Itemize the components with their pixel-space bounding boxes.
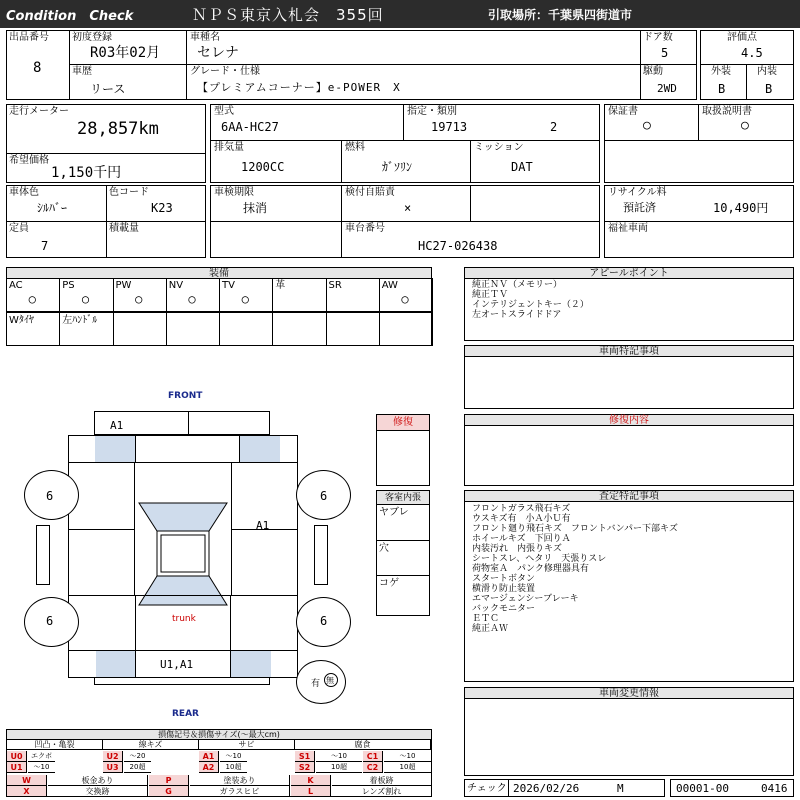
mileage-box	[6, 104, 206, 154]
serial-value-2: 0416	[761, 782, 788, 795]
legend-desc: エクボ	[28, 751, 55, 762]
check-label: チェック	[467, 783, 507, 794]
recycle-status: 預託済	[623, 201, 656, 214]
displacement-value: 1200CC	[241, 160, 285, 174]
legend-desc: 塗装あり	[190, 775, 290, 786]
history-label: 車歴	[72, 66, 92, 77]
price-label: 希望価格	[9, 155, 49, 166]
tire-rear-right-value: 6	[320, 614, 328, 628]
colorcode-value: K23	[151, 201, 173, 215]
registration-label: 初度登録	[72, 32, 112, 43]
trunk-label: trunk	[172, 614, 196, 624]
equipment-mark: ○	[135, 292, 143, 306]
windshield	[139, 503, 227, 531]
interior-item-2: 穴	[379, 543, 389, 554]
legend-code: C2	[363, 762, 383, 773]
doors-label: ドア数	[643, 32, 673, 43]
capacity-label: 定員	[9, 223, 29, 234]
model-box	[186, 30, 641, 65]
front-right-zone	[240, 436, 280, 462]
fuel-box	[341, 140, 471, 183]
left-door-split	[68, 529, 135, 530]
mileage-value: 28,857km	[77, 119, 159, 139]
selfcheck-empty-box	[470, 185, 600, 222]
header-bar	[0, 0, 800, 28]
rear-label: REAR	[172, 709, 199, 719]
tire-front-left-value: 6	[46, 489, 54, 503]
legend-desc: レンズ割れ	[332, 786, 432, 797]
equipment-label: NV	[168, 280, 184, 291]
displacement-label: 排気量	[214, 142, 244, 153]
rear-mark: U1,A1	[160, 658, 194, 671]
grade-box	[186, 64, 641, 100]
equipment-mark: ○	[28, 292, 36, 306]
displacement-box	[210, 140, 342, 183]
lot-box	[6, 30, 70, 100]
interior-div-1	[377, 540, 429, 541]
mileage-label: 走行メーター	[9, 106, 69, 117]
legend-code: U0	[7, 751, 27, 762]
color-label: 車体色	[9, 187, 39, 198]
legend-code: W	[7, 775, 47, 786]
equipment-mark: ○	[81, 292, 90, 306]
equipment-label-row2: 左ﾊﾝﾄﾞﾙ	[62, 315, 98, 326]
inspector-notes-lines	[472, 504, 678, 634]
manual-box	[698, 104, 794, 141]
equipment-label: AW	[381, 280, 398, 291]
inspector-note-line: 荷物室Ａ パンク修理器具有	[472, 564, 589, 574]
chassis-left-box	[210, 221, 342, 258]
equipment-cell	[166, 278, 220, 312]
legend-code: C1	[363, 751, 383, 762]
inspector-note-line: ＥＴＣ	[472, 614, 500, 624]
equipment-label-row2: Wﾀｲﾔ	[9, 315, 34, 326]
inspection-label: 車検期限	[214, 187, 254, 198]
legend-code: X	[7, 786, 47, 797]
front-bumper-mark: A1	[110, 419, 124, 432]
grade-label: グレード・仕様	[190, 66, 260, 77]
legend-desc: 交換跡	[48, 786, 148, 797]
legend-group: サビ	[199, 740, 295, 750]
model-label: 車種名	[190, 32, 220, 43]
special-notes-section	[464, 345, 794, 409]
left-side-panel	[36, 525, 50, 585]
doors-box	[640, 30, 697, 65]
appeal-title: アピールポイント	[465, 268, 793, 279]
interior-label: 内装	[757, 66, 777, 77]
equipment-title: 装備	[7, 268, 431, 279]
color-box	[6, 185, 107, 222]
lot-label: 出品番号	[9, 32, 49, 43]
type-box	[210, 104, 404, 141]
price-box	[6, 153, 206, 183]
drive-value: 2WD	[657, 82, 677, 95]
history-box	[69, 64, 187, 100]
chassis-label: 車台番号	[345, 223, 385, 234]
equipment-mark: ○	[401, 292, 409, 306]
spec-value-1: 19713	[431, 120, 468, 134]
fuel-value: ｶﾞｿﾘﾝ	[382, 160, 413, 174]
price-value: 1,150千円	[51, 165, 122, 181]
interior-box	[746, 64, 794, 100]
warranty-mark: ○	[643, 118, 651, 133]
equipment-cell	[113, 278, 167, 312]
equipment-mark: ○	[188, 292, 196, 306]
load-box	[106, 221, 206, 258]
equipment-cell	[6, 278, 60, 312]
mission-value: DAT	[511, 160, 533, 174]
legend-code: U1	[7, 762, 27, 773]
roof	[157, 531, 209, 576]
exterior-value: B	[718, 82, 726, 96]
interior-item-1: ヤブレ	[379, 507, 409, 518]
appeal-line: インテリジェントキー（２）	[472, 300, 589, 310]
legend-desc: ～10	[28, 762, 55, 773]
selfcheck-value: ×	[404, 201, 412, 215]
hood	[135, 435, 240, 463]
selfcheck-label: 検付自賠責	[345, 187, 395, 198]
equipment-cell-row2	[379, 312, 433, 346]
equipment-mark: ○	[241, 292, 249, 306]
spec-box	[403, 104, 600, 141]
serial-value: 00001-00	[676, 782, 729, 795]
equipment-label: PS	[62, 280, 75, 291]
load-label: 積載量	[109, 223, 139, 234]
manual-label: 取扱説明書	[702, 106, 752, 117]
legend-desc: ～20	[124, 751, 151, 762]
inspector-note-line: 純正ＡＷ	[472, 624, 509, 634]
inspection-box	[210, 185, 342, 222]
equipment-label: PW	[115, 280, 132, 291]
repair-mini-box	[376, 414, 430, 486]
repair-title: 修復内容	[465, 415, 793, 426]
inspector-note-line: フロント廻り飛石キズ フロントバンパー下部キズ	[472, 524, 678, 534]
spare-mark-text: 無	[326, 676, 334, 685]
serial-footer	[670, 779, 794, 797]
appeal-section	[464, 267, 794, 341]
recycle-box	[604, 185, 794, 222]
check-footer	[464, 779, 665, 797]
legend-code: U3	[103, 762, 123, 773]
interior-value: B	[765, 82, 773, 96]
appeal-line: 純正ＮＶ（メモリー）	[472, 280, 563, 290]
drive-label: 駆動	[643, 66, 663, 77]
colorcode-box	[106, 185, 206, 222]
tire-front-right-value: 6	[320, 489, 328, 503]
legend-code: K	[291, 775, 331, 786]
recycle-label: リサイクル料	[608, 187, 667, 198]
auction-name: ＮＰＳ東京入札会 355回	[192, 6, 384, 24]
special-notes-title: 車両特記事項	[465, 346, 793, 357]
appeal-line: 純正ＴＶ	[472, 290, 509, 300]
car-diagram	[0, 385, 440, 725]
legend-group: 凹凸・亀裂	[7, 740, 103, 750]
legend-desc: 20超	[124, 762, 151, 773]
roof-svg	[135, 495, 231, 609]
history-value: リース	[90, 82, 126, 96]
recycle-value: 10,490円	[713, 201, 769, 215]
legend-desc: 10超	[220, 762, 247, 773]
damage-legend	[6, 729, 432, 797]
welfare-box	[604, 221, 794, 258]
legend-desc: 10超	[384, 762, 431, 773]
type-value: 6AA-HC27	[221, 120, 279, 134]
equipment-cell-row2	[59, 312, 113, 346]
inspection-value: 抹消	[243, 201, 268, 215]
type-label: 型式	[214, 106, 234, 117]
inspector-notes-section	[464, 490, 794, 682]
equipment-cell-row2	[113, 312, 167, 346]
equipment-cell	[272, 278, 326, 312]
check-date: 2026/02/26	[513, 782, 580, 795]
change-info-title: 車両変更情報	[465, 688, 793, 699]
color-value: ｼﾙﾊﾞｰ	[37, 201, 68, 215]
score-label: 評価点	[727, 32, 757, 43]
grade-value: 【プレミアムコーナー】e-POWER X	[197, 81, 401, 94]
inspector-note-line: 横滑り防止装置	[472, 584, 536, 594]
interior-mini-title: 客室内張	[377, 491, 429, 505]
equipment-cell-row2	[272, 312, 326, 346]
front-label: FRONT	[168, 391, 203, 401]
chassis-value: HC27-026438	[418, 239, 498, 253]
chassis-box	[341, 221, 600, 258]
legend-code: S2	[295, 762, 315, 773]
inspector-note-line: フロントガラス飛石キズ	[472, 504, 571, 514]
check-by: M	[617, 782, 624, 795]
legend-desc: ～10	[316, 751, 362, 762]
capacity-box	[6, 221, 107, 258]
exterior-label: 外装	[711, 66, 731, 77]
change-info-section	[464, 687, 794, 776]
equipment-cell-row2	[166, 312, 220, 346]
appeal-line: 左オートスライドドア	[472, 310, 562, 320]
inspector-note-line: バックモニター	[472, 604, 536, 614]
interior-item-3: コゲ	[379, 578, 399, 589]
spare-tire	[296, 660, 346, 704]
legend-desc: 10超	[316, 762, 362, 773]
equipment-cell-row2	[219, 312, 273, 346]
front-left-zone	[95, 436, 135, 462]
inspector-note-line: ウスキズ有 小Ａ小Ｕ有	[472, 514, 571, 524]
model-value: セレナ	[197, 45, 239, 61]
legend-code: P	[149, 775, 189, 786]
mission-label: ミッション	[474, 142, 524, 153]
legend-desc: 板金あり	[48, 775, 148, 786]
equipment-cell-row2	[326, 312, 380, 346]
spare-label: 有	[311, 679, 321, 689]
colorcode-label: 色コード	[109, 187, 149, 198]
equipment-cell	[379, 278, 433, 312]
doors-value: 5	[661, 46, 669, 60]
legend-code: G	[149, 786, 189, 797]
selfcheck-box	[341, 185, 471, 222]
spec-label: 指定・類別	[407, 106, 457, 117]
fuel-label: 燃料	[345, 142, 365, 153]
equipment-cell-row2	[6, 312, 60, 346]
inspector-note-line: ホイールキズ 下回りＡ	[472, 534, 571, 544]
interior-div-2	[377, 575, 429, 576]
inspector-note-line: スタートボタン	[472, 574, 536, 584]
equipment-label: 革	[275, 280, 286, 291]
inspector-notes-title: 査定特記事項	[465, 491, 793, 502]
repair-mini-title: 修復	[377, 415, 429, 431]
registration-value: R03年02月	[90, 45, 161, 61]
drive-box	[640, 64, 697, 100]
legend-code: A1	[199, 751, 219, 762]
equipment-label: TV	[222, 280, 235, 291]
interior-mini-box	[376, 490, 430, 616]
registration-box	[69, 30, 187, 65]
blank-right-box	[604, 140, 794, 183]
equipment-label: SR	[328, 280, 342, 291]
lot-value: 8	[33, 60, 42, 76]
repair-section	[464, 414, 794, 486]
manual-mark: ○	[741, 118, 749, 133]
legend-desc: 着板跡	[332, 775, 432, 786]
welfare-label: 福祉車両	[608, 223, 648, 234]
warranty-box	[604, 104, 699, 141]
spec-value-2: 2	[550, 120, 558, 134]
appeal-lines	[472, 280, 589, 320]
legend-group: 腐食	[295, 740, 431, 750]
inspector-note-line: エマージェンシーブレーキ	[472, 594, 579, 604]
legend-desc: ～10	[220, 751, 247, 762]
rear-bumper	[94, 677, 270, 685]
front-bumper-divider	[188, 411, 189, 435]
capacity-value: 7	[41, 239, 49, 253]
mission-box	[470, 140, 600, 183]
equipment-cell	[326, 278, 380, 312]
check-divider	[508, 780, 509, 796]
equipment-label: AC	[9, 280, 23, 291]
warranty-label: 保証書	[608, 106, 638, 117]
side-mark: A1	[256, 519, 270, 532]
legend-code: U2	[103, 751, 123, 762]
inspector-note-line: 内装汚れ 内張りキズ	[472, 544, 562, 554]
legend-code: A2	[199, 762, 219, 773]
equipment-cell	[59, 278, 113, 312]
right-side-panel	[314, 525, 328, 585]
legend-desc: ～10	[384, 751, 431, 762]
pickup-location: 引取場所：千葉県四街道市	[488, 8, 633, 22]
inspector-note-line: シートスレ、ヘタリ 天張りスレ	[472, 554, 607, 564]
exterior-box	[700, 64, 747, 100]
score-value: 4.5	[741, 46, 763, 60]
legend-code: S1	[295, 751, 315, 762]
legend-desc: ガラスヒビ	[190, 786, 290, 797]
score-box	[700, 30, 794, 65]
legend-code: L	[291, 786, 331, 797]
legend-group: 線キズ	[103, 740, 199, 750]
equipment-cell	[219, 278, 273, 312]
condition-check-title: Condition Check	[6, 9, 134, 24]
tire-rear-left-value: 6	[46, 614, 54, 628]
legend-title: 損傷記号＆損傷サイズ(～最大cm)	[7, 730, 431, 740]
